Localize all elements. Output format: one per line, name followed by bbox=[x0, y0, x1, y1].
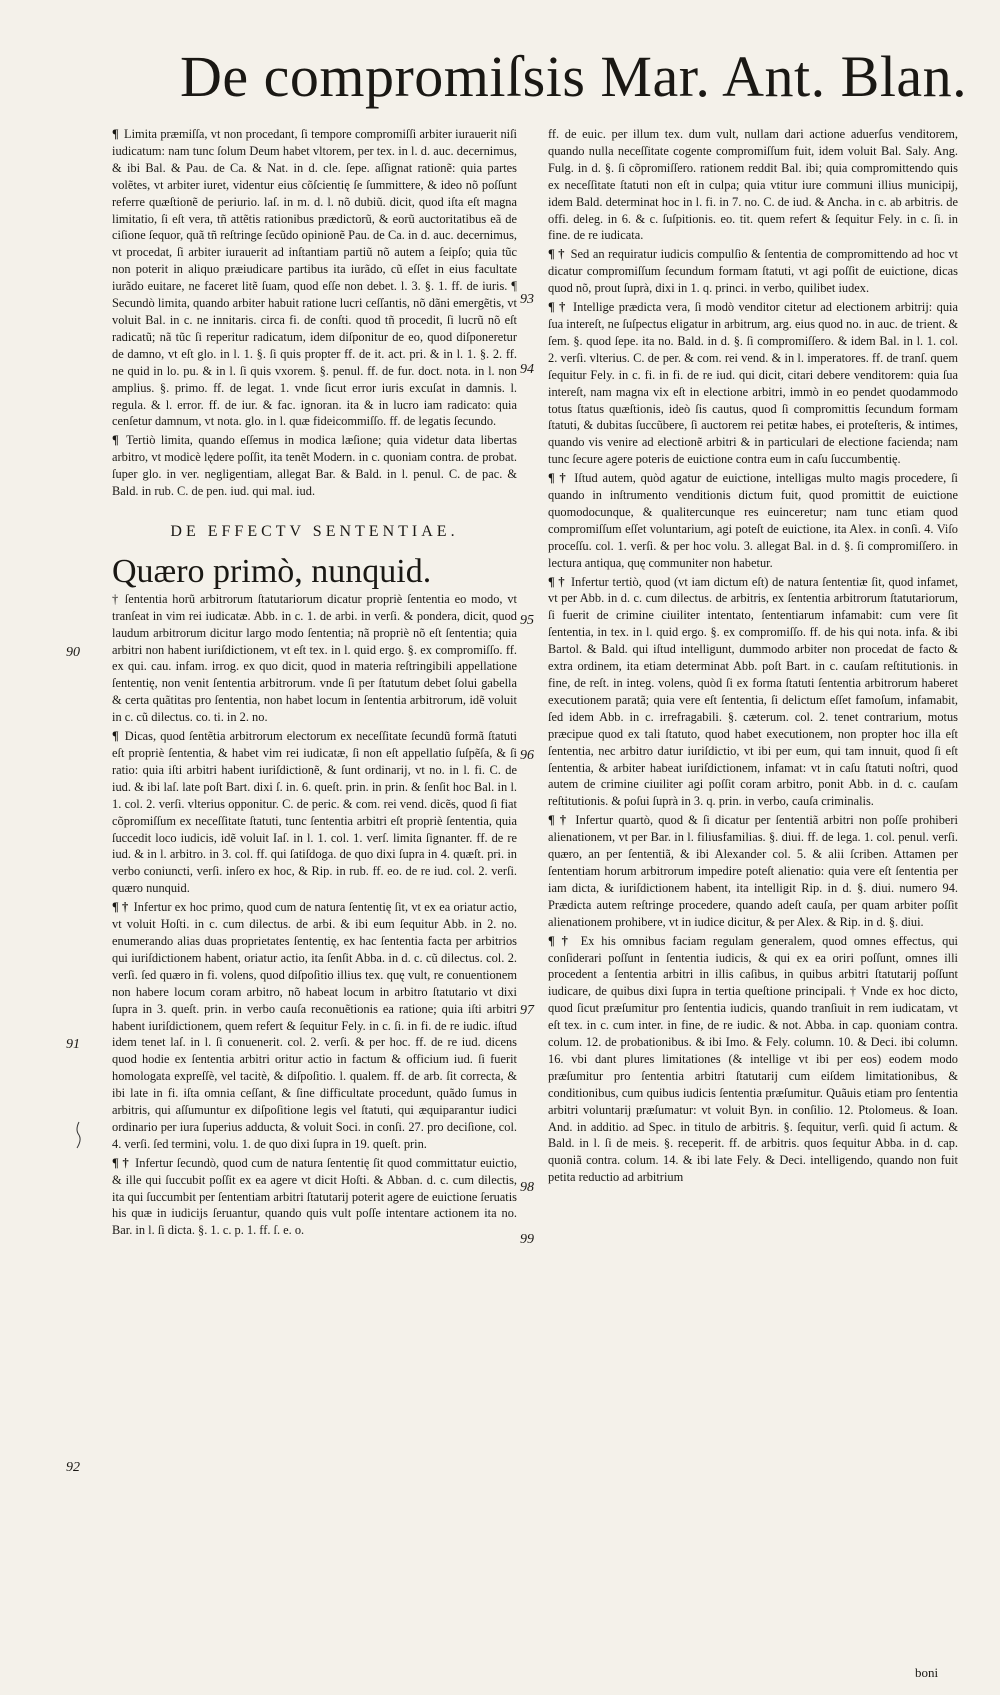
margin-number: 93 bbox=[520, 292, 534, 307]
margin-number: 90 bbox=[66, 645, 80, 660]
margin-number: 97 bbox=[520, 1003, 534, 1018]
paragraph bbox=[112, 1155, 517, 1240]
pilcrow-icon: ¶ bbox=[112, 433, 119, 448]
paragraph bbox=[548, 812, 958, 930]
paragraph bbox=[112, 432, 517, 500]
paragraph-text: Infertur quartò, quod & ſi dicatur per ſententiã arbitri non poſſe prohiberi alienationem, vt per Bar. in l. filiusfamilias. §. diui. ff. de lega. 1. col. penul. verſi. quæro, an per ſententiã, & ibi Alexander col. 5. & alii ſcriben. Attamen per ſententiam horum arbitrorum impedire poteſt alienatio: quia vere eſt ſententia per iam dicta, & iuriſdictionem habent, ita intelligit Rip. in d. §. diui. numero 94. Prædicta autem reſtringe procedere, quando adeſt cauſa, per quam arbiter poſſit alienationem prohibere, vt in iudice dicitur, & per Alex. & Rip. in d. §. diui. bbox=[548, 813, 958, 929]
paragraph bbox=[548, 470, 958, 571]
paragraph-text: ff. de euic. per illum tex. dum vult, nullam dari actione aduerſus venditorem, quando nulla neceſſitate cogente compromiſſum fuit, idem voluit Bal. Saly. Ang. Fulg. in d. §. ſi cõpromiſſero. rationem reddit Bal. ibi; quia compromittendo quis ex neceſſitate ſtatuti non eſt in culpa; quia vtitur iure communi illius municipij, idem Bald. determinat hoc in l. fi. in 7. no. C. de iud. & Ancha. in c. ab arbitris. de offi. deleg. in 6. & c. ſuſpitionis. eo. tit. quem refert & ſequitur Fely. in c. ſi. in fine. de re iudicata. bbox=[548, 127, 958, 243]
section-heading: DE EFFECTV SENTENTIAE. bbox=[170, 522, 459, 540]
pilcrow-icon: ¶ † bbox=[548, 933, 572, 948]
paragraph-text: Tertiò limita, quando eſſemus in modica læſione; quia videtur data libertas arbitro, vt modicè lędere poſſit, ita tenẽt Modern. in c. quoniam contra. de probat. ſuper glo. in ver. negligentiam, allegat Bar. & Bald. in l. penul. C. de pac. & Bald. in rub. C. de pen. iud. qui mal. iud. bbox=[112, 433, 517, 499]
paragraph bbox=[548, 299, 958, 468]
opening-rest: † ſententia horũ arbitrorum ſtatutariorum dicatur propriè ſententia eo modo, vt tranſeat in vim rei iudicatæ. Abb. in c. 1. de arbi. in verſi. & pondera, dicit, quod laudum arbitrorum dicitur largo modo ſententia; nã propriè nõ eſt ſententia; quia arbitri non habent iuriſdictionem, vt eſt tex. in l. quid ergo. §. ex compromiſſo. ff. ex qui. cau. infam. irrog. ex quo dicit, quod in materia reſtringibili appellatione ſententię, non venit ſententia arbitrorum. vnde ſi per ſtatutum debet ſolui gabella & certa quãtitas pro ſententia, non habet locum in ſententia arbitrorum, idẽ voluit in c. cũ dilectus. co. ti. in 2. no. bbox=[112, 591, 517, 725]
right-column bbox=[548, 126, 958, 1188]
margin-number: 98 bbox=[520, 1180, 534, 1195]
paragraph-text: Ex his omnibus faciam regulam generalem, quod omnes effectus, qui conſiderari poſſunt in ſententia iudicis, & qui ex ea oriri poſſunt, omnes illi procedent a ſententia arbitri in illis caſibus, in quibus arbitri ſtatutarij poſſunt iudicare, de quibus dixi ſupra in tertia queſtione principali. † Vnde ex hoc dicto, quod ſicut præſumitur pro ſententia iudicis, quando tranſiuit in rem iudicatam, vt eſt tex. in c. cum inter. in fine, de re iudic. & not. Abba. in cap. quoniam contra. colum. 12. de probationibus. & ibi Imo. & Fely. column. 10. & Deci. ibi column. 16. vbi dant plures limitationes (& intellige vt ibi per eos) eodem modo præſumitur pro ſententia arbitri ſtatutarij cum eiſdem limitationibus, & conditionibus, cum quibus iudicis ſententia præſumitur. Quãuis etiam pro ſententia arbitri voluntarij præſumatur: vt voluit Byn. in conſilio. 12. Ptolomeus. & Ioan. And. in additio. ad Spec. in titulo de arbitris. §. ſequitur, verſi. quid ſi actum. & Bald. in l. ſi de meis. §. receperit. ff. de arbitris. quos ſequitur Abba. in d. cap. quoniã contra. colum. 14. & ibi late Fely. & Deci. intelligendo, quando non fuit petita reductio ad arbitrium bbox=[548, 933, 958, 1185]
left-column bbox=[112, 126, 517, 1241]
pilcrow-icon: ¶ † bbox=[548, 813, 569, 828]
catchword: boni bbox=[915, 1665, 939, 1680]
margin-number: 99 bbox=[520, 1232, 534, 1247]
paragraph bbox=[548, 933, 958, 1187]
opening-large-text: Quæro primò, nunquid. bbox=[112, 552, 432, 590]
pilcrow-icon: ¶ bbox=[112, 127, 119, 141]
pilcrow-icon: ¶ † bbox=[548, 247, 566, 262]
paragraph bbox=[112, 899, 517, 1153]
paragraph bbox=[112, 728, 517, 897]
pilcrow-icon: ¶ † bbox=[548, 300, 567, 315]
margin-number: 91 bbox=[66, 1037, 80, 1052]
opening-paragraph bbox=[112, 552, 517, 590]
pilcrow-icon: ¶ † bbox=[548, 574, 566, 589]
paragraph bbox=[548, 246, 958, 297]
margin-number: 92 bbox=[66, 1460, 80, 1475]
paragraph-text: Iſtud autem, quòd agatur de euictione, intelligas multo magis procedere, ſi quando in inſtrumento venditionis dictum fuit, quod promittit de euictione quomodocunque, & qualitercunque res euinceretur; nam tunc etiam quod compromiſſum eſſet voluntarium, agi poteſt de euictione, ita Alex. in conſi. 4. Viſo proceſſu. col. 1. verſi. & per hoc volu. 3. allegat Bal. in d. §. ſi compromiſſero. in lectura antiqua, quę communiter non habetur. bbox=[548, 471, 958, 570]
pilcrow-icon: ¶ † bbox=[548, 471, 568, 486]
running-header: De compromiſsis Mar. Ant. Blan. bbox=[180, 44, 968, 109]
paragraph bbox=[548, 126, 958, 244]
pilcrow-icon: ¶ † bbox=[112, 1155, 130, 1170]
paragraph bbox=[548, 574, 958, 811]
paragraph-text: Infertur ex hoc primo, quod cum de natura ſententię ſit, vt ex ea oriatur actio, vt voluit Hoſti. in c. cum dilectus. de arbi. & ibi eum ſequitur Abb. in 2. no. enumerando alias duas proprietates ſententię, ex hac ſententia facta per arbitrios qui iuriſdictionem habent, oriatur actio, ita ſenſit Abba. in d. c. cũ dilectus. col. 2. verſi. ſed quæro in fi. volens, quod diſpoſitio illius tex. quę vult, re conuentionem non habere locum coram arbitro, nõ habeat locum in arbitro ſtatutario vt dixi ſupra in 3. queſt. prin. in verbo cauſa reconuẽtionis ea ratione; quia iſti arbitri habent iuriſdictionem, quem refert & ſequitur Fely. in c. ſi. in fi. de re iudic. iſtud idem tenet laſ. in l. ſi conuenerit. col. 2. verſi. & per hoc. ff. de re iud. dicens quod hodie ex ſententia arbitri oritur actio in factum & officium iud. ſi fuerit homologata expreſſè, vel tacitè, & diſpoſitio. l. qualem. ff. de arb. ſit correcta, & ibi late in fi. iſta omnia ceſſant, & ſine difficultate procedunt, quãdo ſumus in arbitris, qui aſſumuntur ex diſpoſitione legis vel ſtatuti, qui æquiparantur iudici ordinario per iura ſuperius adducta, & voluit Soci. in conſi. 27. pro deciſione, col. 4. verſi. ſed termini, volu. 1. de quo dixi ſupra in 19. queſt. prin. bbox=[112, 900, 517, 1151]
paragraph-text: Sed an requiratur iudicis compulſio & ſententia de compromittendo ad hoc vt dicatur compromiſſum ſecundum formam ſtatuti, vt agi poſſit de euictione, dicas quod nõ, prout ſuprà, dixi in 1. q. princi. in verbo, quilibet iudex. bbox=[548, 247, 958, 296]
margin-number: 94 bbox=[520, 362, 534, 377]
paragraph-text: Limita præmiſſa, vt non procedant, ſi tempore compromiſſi arbiter iurauerit niſi iudicatum: nam tunc ſolum Deum habet vltorem, per tex. in l. d. auc. decernimus, & ibi Bal. & Pau. de Ca. & Nat. in d. cle. ſepe. aſſignat rationẽ: quia partes volẽtes, vt arbiter iuret, videntur eius cõſcientię ſe ſummittere, & ideo nõ poſſunt referre quæſtionẽ de periurio. laſ. in m. d. l. nõ dubiũ. dicit, quod iſta eſt magna limitatio, ſi eſt vera, tñ attẽtis rationibus prædictorũ, & eorũ auctoritatibus eã de ciſione ſequor, quã tñ reſtringe ſecũdo opinionẽ Pau. de Ca. in d. auc. decernimus, vt procedat, ſi arbiter iurauerit ad inſtantiam partiũ nõ autem a ſeipſo; quia tũc non poterit in aliquo præiudicare partibus ita iurãdo, cũ eſſet in eius facultate iurãdo euitare, ne faceret litẽ ſuam, quod eſſe non debet. l. 3. §. 1. ff. de iuris. ¶ Secundò limita, quando arbiter habuit ratione lucri ceſſantis, nõ dãni emergẽtis, vt voluit Bal. in c. ne innitaris. circa fi. de conſti. quod tñ procedit, ſi lucrũ nõ eſt radicatũ; nã tũc ſi reperitur radicatum, idem diſponitur de eo, quod diſponeretur de damno, vt eſt glo. in l. 1. §. ſi quis propter ff. de it. act. pri. & in l. 1. §. 2. ff. ne quid in lo. pu. & in l. ſi quis vxorem. §. penul. ff. de fur. doct. nota. in l. non amplius. §. primo. ff. de legat. 1. vnde ſicut error iuris excuſat in damnis. l. regula. & l. error. ff. de iur. & fac. ignoran. ita & in lucro iam radicato: quia cenſetur damnum, vt nota. glo. in l. quæ fideicommiſſo. ff. de legatis ſecundo. bbox=[112, 127, 517, 429]
paragraph-text: Dicas, quod ſentẽtia arbitrorum electorum ex neceſſitate ſecundũ formã ſtatuti eſt propriè ſententia, & habet vim rei iudicatæ, ſi non eſt appellatio ſuſpẽſa, & ſi ratio: quia iſti arbitri habent iuriſdictionẽ, & ſunt ordinarij, vt no. in l. fi. C. de iud. & ibi laſ. late poſt Bart. dixi ſ. in. 6. queſt. prin. in prin. & ſenſit hoc Bal. in l. 1. col. 2. verſi. vlterius opponitur. C. de peric. & com. rei vend. dicẽs, quod ſi fiat cõpromiſſum ex neceſſitate ſtatuti, tunc ſententia arbitri eſt propriè ſententia, quia ſuccedit loco iudicis, idẽ voluit Iaſ. in l. 1. col. 1. verſ. limita ſignanter. ff. de re iud. & in l. arbitro. in 3. col. ff. qui ſatiſdoga. de quo dixi ſupra in 4. quæſt. pri. in verbo coniuncti, verſi. inſero ex hoc, & Rip. in rub. ff. eo. de re iud. col. 2. verſi. quæro nunquid. bbox=[112, 729, 517, 896]
ink-mark-icon bbox=[74, 1120, 82, 1150]
paragraph bbox=[112, 126, 517, 430]
margin-number: 95 bbox=[520, 613, 534, 628]
pilcrow-icon: ¶ bbox=[112, 729, 119, 744]
margin-number: 96 bbox=[520, 748, 534, 763]
pilcrow-icon: ¶ † bbox=[112, 900, 129, 915]
paragraph-text: Infertur ſecundò, quod cum de natura ſententię ſit quod committatur euictio, & ille qui ſuccubit poſſit ex ea agere vt dicit Hoſti. & Abban. d. c. cum dilectis, ita qui ſuccumbit per ſententiam arbitri ſtatutarij poterit agere de euictione ſeruatis his quæ in iudicijs ſeruantur, quando quis vult poſſe intentare actionem ita no. Bar. in l. ſi dicta. §. 1. c. p. 1. ff. ſ. e. o. bbox=[112, 1155, 517, 1238]
paragraph-text: Infertur tertiò, quod (vt iam dictum eſt) de natura ſententiæ ſit, quod infamet, vt per Abb. in d. c. cum dilectus. de arbitris, ex ſententia arbitrorum ſtatutariorum, ſi fuerit de crimine ciuiliter intentato, ſententiarum infamabit: cum vere ſit ſententia, in tex. in l. quid ergo. §. ex compromiſſo. ff. de his qui nota. infa. & ibi Bartol. & Bald. qui iſtud intelligunt, dummodo arbiter non procedat de facto & extra ordinem, ita etiam determinat Abb. poſt Bart. in c. cauſam reſtitutionis. in fine, de reſt. in integ. volens, quòd ſi ex forma ſtatuti ſententia arbitrorum haberet executionem paratã; quia vere eſt ſententia, ſi delictum eſſet famoſum, infamabit, ſed idem Abb. in c. irrefragabili. §. cæterum. col. 2. tenet contrarium, motus præcipue quod ex tali ſtatuto, quod habet executionem, non propter hoc illa eſt ſententia, nec arbitro datur iuriſdictio, vt ibi per eum, qui tam innuit, quod ſi eſt ſententia, & arbiter habeat iuriſdictionem, infamat: vt in caſu ſtatuti noſtri, quod autem de crimine ciuiliter agi poſſit coram arbitro, ponit Abb. in d. c. cauſam reſtitutionis. & poſui ſuprà in 3. q. prin. in verbo, cauſa criminalis. bbox=[548, 574, 958, 809]
paragraph-text: Intellige prædicta vera, ſi modò venditor citetur ad electionem arbitrij: quia ſua intereſt, ne ſuſpectus eligatur in arbitrum, arg. eius quod no. in auc. de trient. & ſem. §. quod ſepe. ita no. Bald. in d. §. ſi compromiſſero. & idem Bal. in l. 1. col. 2. verſi. vlterius. C. de per. & com. rei vend. & in l. imperatores. ff. de tranſ. quem ſequitur Fely. in c. fi. in fi. de re iud. qui dicit, citari debere venditorem: quia ſua intereſt, nam magna vix eſt in electione arbitri, immò in eo pendet quodammodo totus ſtatus quæſtionis, ideò ſis cautus, quod ſi compromittis ſecundum formam ſtatuti, & dubitas ſuccũbere, ſi auctorem rei petitæ habes, ei proteſteris, & intimes, quando vis venire ad electionẽ arbitri & in particulari de electione facienda; nam tunc ſecure agere poteris de euictione contra eum in caſu ſuccumbentię. bbox=[548, 300, 958, 467]
